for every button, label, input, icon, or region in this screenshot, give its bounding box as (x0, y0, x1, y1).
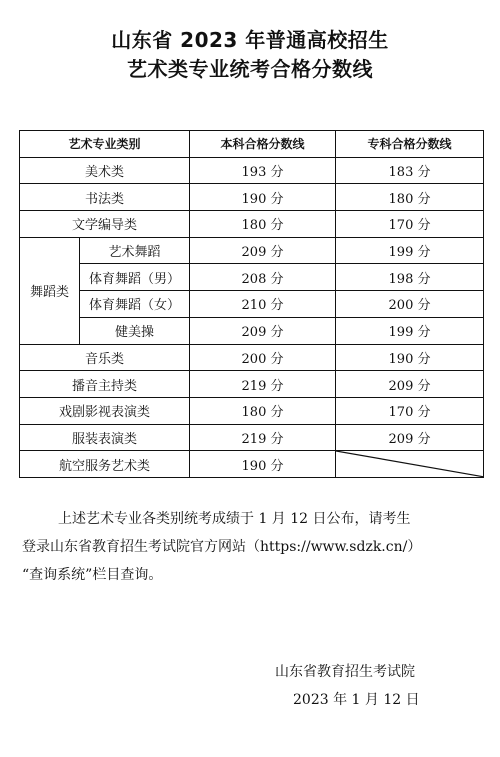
associate-cell: 209 分 (336, 424, 484, 451)
table-row (20, 317, 484, 344)
category-cell: 书法类 (20, 184, 190, 211)
bachelor-cell: 219 分 (190, 424, 336, 451)
bachelor-cell: 200 分 (190, 344, 336, 371)
table-row (20, 344, 484, 371)
associate-cell: 170 分 (336, 211, 484, 238)
diagonal-line (336, 451, 483, 477)
category-cell: 艺术舞蹈 (80, 237, 190, 264)
category-cell: 航空服务艺术类 (20, 451, 190, 478)
issue-date: 2023 年 1 月 12 日 (293, 692, 420, 708)
category-cell: 戏剧影视表演类 (20, 397, 190, 424)
header-bachelor: 本科合格分数线 (190, 131, 336, 158)
bachelor-cell: 193 分 (190, 157, 336, 184)
associate-cell: 183 分 (336, 157, 484, 184)
category-cell: 服装表演类 (20, 424, 190, 451)
issuer-name: 山东省教育招生考试院 (275, 664, 415, 680)
document-title-line2: 艺术类专业统考合格分数线 (127, 57, 373, 81)
table-row (20, 424, 484, 451)
note-line-3: “查询系统”栏目查询。 (22, 567, 163, 583)
bachelor-cell: 219 分 (190, 371, 336, 398)
category-cell: 健美操 (80, 317, 190, 344)
table-row (20, 157, 484, 184)
category-cell: 文学编导类 (20, 211, 190, 238)
empty-diagonal-cell (336, 451, 484, 478)
score-table (19, 130, 484, 478)
associate-cell: 198 分 (336, 264, 484, 291)
category-cell: 音乐类 (20, 344, 190, 371)
associate-cell: 200 分 (336, 291, 484, 318)
category-cell: 体育舞蹈（女） (80, 291, 190, 318)
table-row (20, 397, 484, 424)
associate-cell: 199 分 (336, 317, 484, 344)
note-line-2: 登录山东省教育招生考试院官方网站（https://www.sdzk.cn/） (22, 539, 422, 555)
bachelor-cell: 209 分 (190, 317, 336, 344)
note-line-1: 上述艺术专业各类别统考成绩于 1 月 12 日公布，请考生 (58, 511, 411, 527)
table-row (20, 371, 484, 398)
associate-cell: 190 分 (336, 344, 484, 371)
document-title-line1: 山东省 2023 年普通高校招生 (111, 28, 389, 52)
group-cell-dance: 舞蹈类 (20, 237, 80, 344)
associate-cell: 170 分 (336, 397, 484, 424)
header-associate: 专科合格分数线 (336, 131, 484, 158)
category-cell: 美术类 (20, 157, 190, 184)
bachelor-cell: 190 分 (190, 184, 336, 211)
associate-cell: 199 分 (336, 237, 484, 264)
table-row (20, 451, 484, 478)
table-row (20, 291, 484, 318)
table-row (20, 237, 484, 264)
bachelor-cell: 180 分 (190, 397, 336, 424)
table-row (20, 264, 484, 291)
associate-cell: 180 分 (336, 184, 484, 211)
table-header-row (20, 131, 484, 158)
category-cell: 播音主持类 (20, 371, 190, 398)
bachelor-cell: 208 分 (190, 264, 336, 291)
header-category: 艺术专业类别 (20, 131, 190, 158)
table-row (20, 184, 484, 211)
bachelor-cell: 180 分 (190, 211, 336, 238)
bachelor-cell: 190 分 (190, 451, 336, 478)
table-row (20, 211, 484, 238)
category-cell: 体育舞蹈（男） (80, 264, 190, 291)
associate-cell: 209 分 (336, 371, 484, 398)
bachelor-cell: 210 分 (190, 291, 336, 318)
bachelor-cell: 209 分 (190, 237, 336, 264)
